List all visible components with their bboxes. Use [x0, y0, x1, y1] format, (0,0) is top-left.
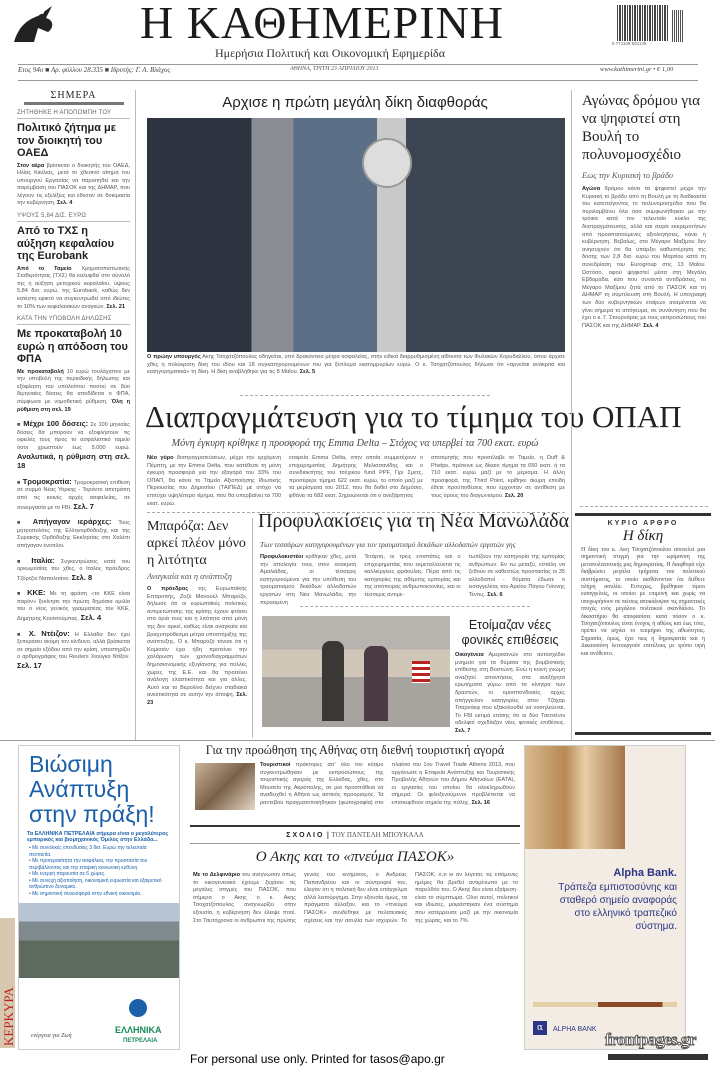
- editorial-title: Η δίκη: [622, 528, 664, 544]
- comment-label-row: ΣΧΟΛΙΟ | ΤΟΥ ΠΑΝΤΕΛΗ ΜΠΟΥΚΑΛΑ: [286, 830, 424, 839]
- print-notice: For personal use only. Printed for tasos@apo.gr: [190, 1052, 445, 1066]
- divider: [580, 506, 708, 507]
- news-brief: ΥΨΟΥΣ 5,84 ΔΙΣ. ΕΥΡΩ Από το ΤΧΣ η αύξηση κεφαλαίου της Eurobank Από το Ταμείο Χρηματοπιστωτικής Σταθερότητας (ΤΧΣ) θα καλυφθεί στο σύνολό της η αύξηση μετοχικού κεφαλαίου, ύψους 5,84 δισ. ευρώ, της Eurobank, καθώς δεν κατέστη εφικτό να συγκεντρωθεί από ιδιώτες το 10% των κεφαλαιακών αναγκών. Σελ. 21: [17, 213, 130, 310]
- comment-body: Με το Δελφινάριο του ανέγνωσαν όπως το οικογενειακό έχουμε ξεχάσει τις μεγάλες στιγμές του ΠΑΣΟΚ, που σήμερα ο Ακης ο κ. Ακης Τσοχατζόπουλος αναγνωρίζει στην εξουσία, η κυβέρνηση δεν έλειψε ποτέ. Στο Ταυτόχρονα οι άνθρωποι της πρώτης γενιάς του κινήματος, ο Ανδρέας Παπανδρέου και οι σύντροφοί του, έλεγαν ότι η πολιτική δεν είναι επάγγελμα αλλά λειτούργημα. Στην εξουσία όμως, τα πράγματα άλλαξαν, και το «πνεύμα ΠΑΣΟΚ» συνδέθηκε με πελατειακές σχέσεις και την ασυλία των ισχυρών. Το ΠΑΣΟΚ, ό,τι κι αν λέγεται, τις επόμενες ημέρες θα βρεθεί αντιμέτωπο με το παρελθόν του. Ο Ακης δεν είναι εξαίρεση· είναι το σύμπτωμα. Ολοι αυτοί, πολιτικοί και ιδιώτες, μοιράστηκαν ένα σύστημα που κατέρρευσε μαζί με την οικονομία της χώρας, και το 7%.: [193, 872, 518, 924]
- story-title: Μπαρόζα: Δεν αρκεί πλέον μόνο η λιτότητα: [147, 519, 246, 568]
- ad-headline: Βιώσιμη Ανάπτυξη στην πράξη!: [29, 751, 155, 827]
- stripe-bar: [533, 1002, 677, 1007]
- divider: [240, 395, 490, 396]
- story-subhead: Αναγκαία και η ανάπτυξη: [147, 571, 232, 581]
- watermark-bar: [608, 1054, 708, 1060]
- ad-brand: ΕΛΛΗΝΙΚΑ: [115, 1025, 162, 1035]
- tourism-headline: Για την προώθηση της Αθήνας στη διεθνή τουριστική αγορά: [205, 743, 505, 757]
- kerkyra-strip: ΚΕΡΚΥΡΑ: [0, 918, 15, 1048]
- boston-memorial-photo: [262, 616, 450, 727]
- barroso-story: Μπαρόζα: Δεν αρκεί πλέον μόνο η λιτότητα Αναγκαία και η ανάπτυξη Ο πρόεδρος της Ευρωπαϊκής Επιτροπής, Ζοζέ Μανουέλ Μπαρόζο, δήλωσε ότι οι ευρωπαϊκές πολιτικές αντιμετώπισης της κρίσης έχουν φτάσει στα όριά τους και η λιτότητα από μόνη της δεν αρκεί, καθώς είναι αναγκαία και βραχυπρόθεσμα μέτρα υποστήριξης της ανάπτυξης. Ο κ. Μπαρόζο τόνισε ότι η Κομισιόν έχει ήδη προτείνει την χαλάρωση των χρονοδιαγραμμάτων δημοσιονομικής εξυγίανσης για πολλές χώρες της Ε.Ε. και θα προτείνει ανάλογη ελαστικότητα και για άλλες. Αυτό και το Βερολίνο δείχνει σταδιακά ανεκτικότητα σε αυτήν την άποψη. Σελ. 23: [147, 519, 247, 706]
- ad-logo-text: ALPHA BANK: [553, 1026, 597, 1033]
- ad-bullets: • Με συνολικές επενδύσεις 3 δισ. Ευρώ την τελευταία πενταετία. • Με προτεραιότητα την ασφάλεια, την προστασία του περιβάλλοντος και την εταιρική κοινωνική ευθύνη. • Με ενεργή παρουσία σε 6 χώρες. • Με συνεχή αξιοποίηση, οικονομική ευρωστία και εξαιρετικό ανθρώπινο δυναμικό. • Με σημαντική συνεισφορά στην εθνική οικονομία.: [29, 845, 162, 897]
- bullet-item: ■ Απήγαγαν ιεράρχες: Τους μητροπολίτες της Ελληνορθόδοξης και της Συριακής Ορθόδοξης Εκκλησίας στο Χαλέπι απήγαγαν ένοπλοι.: [17, 517, 130, 549]
- issue-info: Ετος 94ο ■ Αρ. φύλλου 28.335 ■ Ιδρυτής: Γ. Α. Βλάχος: [18, 66, 171, 74]
- ad-intro: Τα ΕΛΛΗΝΙΚΑ ΠΕΤΡΕΛΑΙΑ σήμερα είναι ο μεγαλύτερος εμπορικός και βιομηχανικός Όμιλος στην Ελλάδα...: [27, 831, 169, 843]
- alpha-bank-ad[interactable]: [524, 745, 686, 1050]
- kicker: ΥΨΟΥΣ 5,84 ΔΙΣ. ΕΥΡΩ: [17, 213, 130, 222]
- bullet-item: ■ Χ. Ντέιζον: Η Ελλάδα δεν έχει ξεπεράσει ακόμη τον κίνδυνο, αλλά βρίσκεται σε σημείο εξόδου από την κρίση, υποστηρίζει ο αρθρογράφος του Reuters Χιούγκο Ντίξον. Σελ. 17: [17, 628, 131, 671]
- story-title: Αγώνας δρόμου για να ψηφιστεί στη Βουλή το πολυνομοσχέδιο: [582, 93, 700, 163]
- hellenic-petroleum-logo-icon: [129, 999, 147, 1017]
- column-rule: [252, 518, 253, 738]
- column-rule: [135, 90, 136, 740]
- masthead-title: Η ΚΑΘΗΜΕΡΙΝΗ: [139, 0, 505, 48]
- news-brief: ΖΗΤΗΘΗΚΕ Η ΑΠΟΠΟΜΠΗ ΤΟΥ Πολιτικό ζήτημα με τον διοικητή του ΟΑΕΔ Στον αέρα βρίσκεται ο διοικητής του ΟΑΕΔ, Ηλίας Κικίλιας, μετά το χθεσινό αίτημα του υπουργού Εργασίας να παραιτηθεί και την παρέμβαση του ΠΑΣΟΚ και της ΔΗΜΑΡ, που λέγουν τις εξελίξεις και έθεσαν σε δοκιμασία την κυβέρνηση. Σελ. 4: [17, 110, 130, 207]
- columns-image: [525, 746, 625, 849]
- boston-story: Ετοίμαζαν νέες φονικές επιθέσεις Οικογένεια Αμερικανών στο αυτοσχέδιο μνημείο για τα θύματα της βομβιστικής επίθεσης στη Βοστώνη. Ενώ η κοινή γνώμη αναζητεί απαντήσεις στα ανεξήγητα ερωτήματα γύρω από τα κίνητρα των δραστών, οι ομοσπονδιακές αρχές απήγγειλαν κατηγορίες στον Τζόχαρ Τσαρνάεφ που εξακολουθεί να νοσηλεύεται. Το FBI εκτιμά επίσης ότι οι δύο Τσετσένοι αδελφοί σχεδίαζαν νέες φονικές επιθέσεις. Σελ. 7: [455, 618, 566, 734]
- barcode-addon: [672, 10, 684, 42]
- kicker: ΚΑΤΑ ΤΗΝ ΥΠΟΒΟΛΗ ΔΗΛΩΣΗΣ: [17, 316, 130, 325]
- ad-text: Τράπεζα εμπιστοσύνης και σταθερό σημείο αναφοράς στο ελληνικό τραπεζικό σύστημα.: [558, 882, 677, 932]
- tourism-photo: [195, 763, 255, 810]
- bullet-item: ■ Μέχρι 100 δόσεις: Σε 100 μηνιαίες δόσεις θα μπορούν να εξοφλήσουν τις οφειλές τους προς το ασφαλιστικό ταμείο όσοι χρωστούν έως 5.000 ευρώ. Αναλυτικά, η ρύθμιση στη σελ. 18: [17, 419, 131, 471]
- editorial-box: [575, 513, 711, 735]
- story-title: Με προκαταβολή 10 ευρώ η απόδοση του ΦΠΑ: [17, 328, 128, 366]
- top-headline: Αρχισε η πρώτη μεγάλη δίκη διαφθοράς: [222, 94, 488, 111]
- date: ΑΘΗΝΑ, ΤΡΙΤΗ 23 ΑΠΡΙΛΙΟΥ 2013: [290, 66, 379, 72]
- divider: [190, 825, 520, 827]
- kicker: ΖΗΤΗΘΗΚΕ Η ΑΠΟΠΟΜΠΗ ΤΟΥ: [17, 110, 130, 119]
- masthead-subtitle: Ημερήσια Πολιτική και Οικονομική Εφημερίδα: [214, 46, 446, 60]
- website-price: www.kathimerini.gr • € 1,00: [600, 66, 674, 73]
- bullet-item: ■ Τρομοκρατία: Τρομοκρατική επίθεση σε συρμό Νέας Υόρκης - Τορόντο απετράπη από τις κοινές αρχές ασφαλείας, σε συνεργασία με το FBI. Σελ. 7: [17, 476, 131, 511]
- divider: [190, 843, 520, 844]
- divider: [18, 80, 698, 81]
- hellenic-petroleum-ad[interactable]: [18, 745, 180, 1050]
- barcode-number: 9 771108 581139: [612, 41, 647, 46]
- comment-title: Ο Ακης και το «πνεύμα ΠΑΣΟΚ»: [255, 849, 455, 865]
- story-title: Πολιτικό ζήτημα με τον διοικητή του ΟΑΕΔ: [17, 122, 116, 159]
- ad-brand: ΠΕΤΡΕΛΑΙΑ: [123, 1038, 158, 1044]
- watermark: frontpages.gr: [605, 1030, 696, 1049]
- trial-photo: [147, 118, 565, 352]
- lead-subhead: Μόνη έγκυρη κρίθηκε η προσφορά της Emma Delta – Στόχος να υπερβεί τα 700 εκατ. ευρώ: [171, 438, 539, 449]
- ad-slogan: ενέργεια για Ζωή: [31, 1033, 72, 1039]
- editorial-label: ΚΥΡΙΟ ΑΡΘΡΟ: [607, 520, 679, 527]
- left-column: [17, 90, 130, 740]
- story-subhead: Εως την Κυριακή το βράδυ: [582, 170, 673, 180]
- story-title: Ετοίμαζαν νέες φονικές επιθέσεις: [461, 618, 559, 647]
- photo-caption: Ο πρώην υπουργός Ακης Τσοχατζόπουλος οδηγείται, υπό δρακόντεια μέτρα ασφαλείας, στην ειδικά διαρρυθμισμένη αίθουσα των Φυλακών Κορυδαλλού, όπου άρχισε χθες η πολύκροτη δίκη του ιδίου και 18 συγκατηγορουμένων του για ξέπλυμα εκατομμυρίων ευρώ. Ο κ. Τσοχατζόπουλος δήλωσε ότι «αρνείται ανάκριτα και κατηγορηματικά» τη δίκη. Η δίκη αναβλήθηκε για τις 8 Μαΐου. Σελ. 5: [147, 354, 565, 376]
- story-title: Από το ΤΧΣ η αύξηση κεφαλαίου της Eurobank: [17, 225, 114, 263]
- editorial-body: Η δίκη του κ. Ακη Τσοχατζόπουλου αποτελεί μια σημαντική στιγμή για την ωρίμανση της μεταπολιτευτικής μας δημοκρατίας. Η διαφθορά είχε διαβρώσει μεγάλα τμήματα του πολιτικού συστήματος, το οποίο αισθάνονταν ότι διέθετε πλήρη ασυλία. Ευτυχώς, βρέθηκαν τίμιοι εισαγγελείς, οι οποίοι με επιμονή και χωρίς να υποχωρήσουν σε πιέσεις αποκάλυψαν τις σημαντικές πτυχές ενός μεγάλου πολιτικού σκανδάλου. Το δικαστήριο θα αποφασίσει κατά πόσον ο κ. Τσοχατζόπουλος είναι ένοχος ή αθώος και έως τότε, πρέπει να ισχύει το τεκμήριο της αθωότητος. Σημασία, όμως, έχει πως η δημοκρατία και η Δικαιοσύνη λειτουργούν επιτέλους με τρόπο υγιή και ανόθευτο.: [581, 547, 705, 657]
- tourism-body: Τουριστικοί πράκτορες απ' όλο τον κόσμο συγκεντρώθηκαν με εκπροσώπους της τουριστικής αγοράς της Ελλάδας, χθες, στο Μουσείο της Ακρόπολης, σε μια προσπάθεια να αναδειχθεί η Αθήνα ως αστικός προορισμός. Τα ραντεβού πραγματοποιήθηκαν (φωτογραφία) στο πλαίσιο του 1ου Travel Trade Athens 2013, που οργάνωσε η Εταιρεία Ανάπτυξης και Τουριστικής Προβολής Αθηνών του Δήμου Αθηναίων (ΕΑΤΑ), οι εργασίες του οποίου θα ολοκληρωθούν σήμερα. Οι φιλοξενούμενοι προβλέπεται να επισκεφθούν σημεία της πόλης. Σελ. 16: [260, 762, 515, 806]
- manolada-body: Προφυλακιστέοι κρίθηκαν χθες, μετά την απολογία τους στον ανακριτή Αμαλιάδας, οι τέσσερις κατηγορούμενοι για την υπόθεση του τραυματισμού δεκάδων αλλοδαπών εργατών στη Νέα Μανωλάδα, την περασμένη Τετάρτη, οι τρεις επιστάτες και ο επιχειρηματίας που εκμεταλλεύεται τις καλλιέργειες φράουλας. Πέρα από τις κατηγορίες της αθέμιτης εμπορίας και της απόπειρας ανθρωποκτονίας, και οι τέσσερις αντιμε- τωπίζουν την κατηγορία της εμπορίας ανθρώπων. Εν τω μεταξύ, εστάλη να ζεθούν σε καθεστώς προστασίας οι 35 αλλοδαποί - θύματα έδωσε ο εισαγγελέας του Αρείου Πάγου Γιάννης Τέντες. Σελ. 6: [260, 554, 565, 606]
- ad-headline: Alpha Bank.: [613, 867, 677, 879]
- barcode: [617, 5, 669, 41]
- manolada-subhead: Των τεσσάρων κατηγορουμένων για τον τραυματισμό δεκάδων αλλοδαπών εργατών γης: [260, 540, 516, 549]
- comment-label: ΣΧΟΛΙΟ: [286, 832, 325, 839]
- bullet-item: ■ ΚΚΕ: Με τη φράση «το ΚΚΕ είναι παρόν» ξεκίνησε την πρώτη δημόσια ομιλία του ο νέος γενικός γραμματέας του ΚΚΕ, Δημήτρης Κουτσούμπας. Σελ. 4: [17, 588, 130, 623]
- divider: [300, 606, 530, 607]
- refinery-image: [19, 903, 179, 978]
- alpha-bank-logo-icon: α: [533, 1021, 547, 1035]
- manolada-headline: Προφυλακίσεις για τη Νέα Μανωλάδα: [258, 510, 570, 532]
- lead-headline: Διαπραγμάτευση για το τίμημα του ΟΠΑΠ: [145, 399, 682, 434]
- lead-story-body: Νέο γύρο διαπραγματεύσεων, μέχρι την ερχόμενη Πέμπτη, με την Emma Delta, που κατέθεσε τη μόνη έγκυρη προσφορά για την εξαγορά του 33% του ΟΠΑΠ, θα κάνει το Ταμείο Αξιοποίησης Ιδιωτικής Περιουσίας του Δημοσίου (ΤΑΙΠΕΔ) με στόχο να επιτύχει υψηλότερο τίμημα, που θα υπερβαίνει τα 700 εκατ. ευρώ. εταιρεία Emma Delta, στην οποία συμμετέχουν ο επιχειρηματίας Δημήτρης Μελισσανίδης και ο συνιδιοκτήτης του τσέχικου fund PPF, Γίρι Σμετς, προσέφερε τίμημα 622 εκατ. ευρώ, το οποίο μαζί με τα μερίσματα του 2012, που θα δοθεί στο Δημόσιο, φθάνει τα 682 εκατ. Σημειώνεται ότι ο ανεξάρτητος αποτιμητής που προσέλαβε το Ταμείο, η Duff & Phelps, πρότεινε ως δίκαιο τίμημα τα 650 εκατ. ή τα 710 εκατ. ευρώ μαζί με το μέρισμα. Η άλλη προσφορά, της Third Point, κρίθηκε άκυρη επειδή έθετε προϋποθέσεις που έρχονταν σε αντίθεση με τους όρους του διαγωνισμού. Σελ. 20: [147, 455, 565, 507]
- right-column-story: Αγώνας δρόμου για να ψηφιστεί στη Βουλή το πολυνομοσχέδιο Εως την Κυριακή το βράδυ Αγώνα δρόμου κάνει τα ψηφιστεί μέχρι την Κυριακή το βράδυ από τη Βουλή με τη διαδικασία του κατεπείγοντος το πολυνομοσχέδιο που θα περιλαμβάνει όλα όσα συμφωνήθηκαν με την τρόικα κατά τον τελευταίο κύκλο της διαπραγμάτευσης, αλλά και σειρά εκκρεμοτήτων από προαπαιτούμενες αξιολογήσεις, κάνει η κυβέρνηση. Βεβαίως, στο Μέγαρο Μαξίμου δεν ανησυχούν ότι θα υπάρξει καθυστέρηση της δόσης των 2,8 δισ. ευρώ του Μαρτίου κατά τη συνεδρίαση του Eurogroup στις 13 Μαΐου. Ωστόσο, αφού ψηφιστεί μέσα στη Μεγάλη Εβδομάδα, κάτι που συναντά αντιδράσεις, το Μέγαρο Μαξίμου ζητά από το ΠΑΣΟΚ και τη ΔΗΜΑΡ τη σύμπλευση στη Βουλή. Η υπογραφή των δύο κυβερνητικών εταίρων αναμένεται να γίνει σήμερα το απόγευμα, σε συνάντηση που θα έχει ο κ. Γ. Στουρνάρας με τους εκπροσώπους του ΠΑΣΟΚ και της ΔΗΜΑΡ. Σελ. 4: [582, 93, 706, 329]
- divider: [18, 64, 698, 65]
- masthead-logo-icon: [8, 2, 58, 46]
- news-brief: ΚΑΤΑ ΤΗΝ ΥΠΟΒΟΛΗ ΔΗΛΩΣΗΣ Με προκαταβολή 10 ευρώ η απόδοση του ΦΠΑ Με προκαταβολή 10 ευρώ τουλάχιστον με την υποβολή της περιοδικής δήλωσης και εξόφληση του υπολοίπου ποσού σε δύο διμηνιαίες δόσεις θα αποδίδεται ο ΦΠΑ, σύμφωνα με νομοθετική ρύθμιση. Όλη η ρύθμιση στη σελ. 19: [17, 316, 130, 413]
- comment-author: ΤΟΥ ΠΑΝΤΕΛΗ ΜΠΟΥΚΑΛΑ: [331, 831, 424, 839]
- divider: [0, 740, 715, 741]
- section-label: ΣΗΜΕΡΑ: [24, 90, 124, 105]
- column-rule: [571, 90, 572, 740]
- bullet-item: ■ Ιταλία: Συγκεντρώσεις κατά του ορκωμοσίας του χθες, ο Ιταλός πρόεδρος Τζόρτζιο Ναπολιτάνο. Σελ. 8: [17, 555, 130, 582]
